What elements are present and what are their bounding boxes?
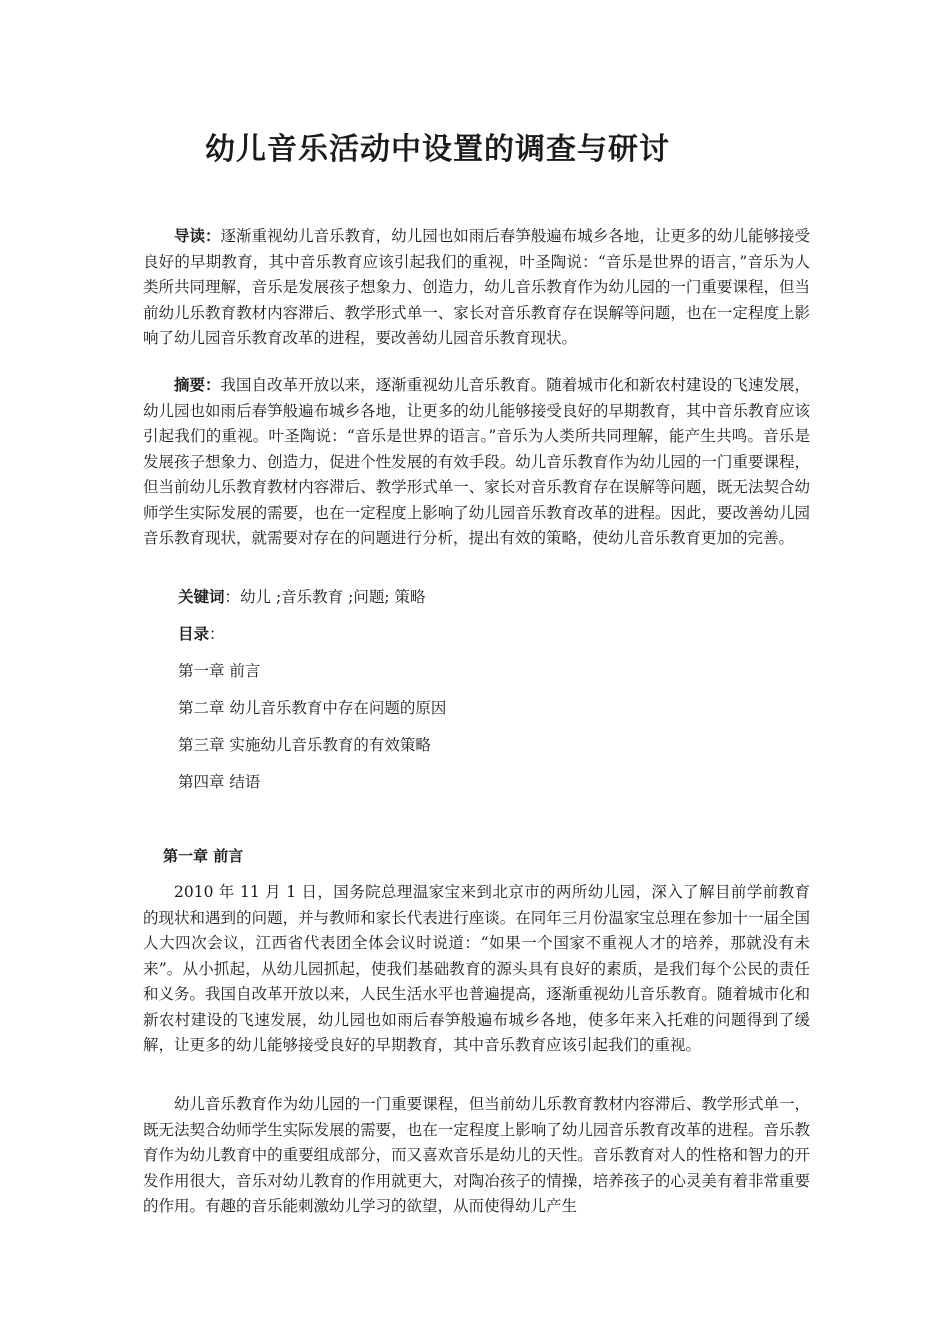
- chapter-1-heading: 第一章 前言: [163, 847, 244, 865]
- toc-colon: ：: [209, 625, 225, 643]
- toc-item-4: 第四章 结语: [178, 773, 261, 791]
- document-title: 幼儿音乐活动中设置的调查与研讨: [205, 132, 670, 167]
- keywords-line: [178, 585, 425, 609]
- intro-text: 逐渐重视幼儿音乐教育，幼儿园也如雨后春笋般遍布城乡各地，让更多的幼儿能够接受良好的早期教育，其中音乐教育应该引起我们的重视，叶圣陶说：“音乐是世界的语言，”音乐为人类所共同理解，音乐是发展孩子想象力、创造力，幼儿音乐教育作为幼儿园的一门重要课程，但当前幼儿乐教育教材内容滞后、教学形式单一、家长对音乐教育存在误解等问题，也在一定程度上影响了幼儿园音乐教育改革的进程，要改善幼儿园音乐教育现状。: [143, 227, 810, 347]
- toc-item-3: 第三章 实施幼儿音乐教育的有效策略: [178, 736, 431, 754]
- keywords-label: 关键词: [178, 588, 225, 606]
- chapter-1-paragraph-2: 幼儿音乐教育作为幼儿园的一门重要课程，但当前幼儿乐教育教材内容滞后、教学形式单一，既无法契合幼师学生实际发展的需要，也在一定程度上影响了幼儿园音乐教育改革的进程。音乐教育作为幼儿教育中的重要组成部分，而又喜欢音乐是幼儿的天性。音乐教育对人的性格和智力的开发作用很大，音乐对幼儿教育的作用就更大，对陶冶孩子的情操，培养孩子的心灵美有着非常重要的作用。有趣的音乐能刺激幼儿学习的欲望，从而使得幼儿产生: [143, 1095, 810, 1215]
- toc-item-1: 第一章 前言: [178, 662, 261, 680]
- toc-item-2: 第二章 幼儿音乐教育中存在问题的原因: [178, 699, 447, 717]
- intro-paragraph: [143, 224, 810, 352]
- chapter-1-paragraph-1: 2010 年 11 月 1 日，国务院总理温家宝来到北京市的两所幼儿园，深入了解目前学前教育的现状和遇到的问题，并与教师和家长代表进行座谈。在同年三月份温家宝总理在参加十一届全国人大四次会议，江西省代表团全体会议时说道：“如果一个国家不重视人才的培养，那就没有未来”。从小抓起，从幼儿园抓起，使我们基础教育的源头具有良好的素质，是我们每个公民的责任和义务。我国自改革开放以来，人民生活水平也普遍提高，逐渐重视幼儿音乐教育。随着城市化和新农村建设的飞速发展，幼儿园也如雨后春笋般遍布城乡各地，使多年来入托难的问题得到了缓解，让更多的幼儿能够接受良好的早期教育，其中音乐教育应该引起我们的重视。: [143, 883, 810, 1054]
- abstract-paragraph: [143, 373, 810, 552]
- toc-title: [178, 622, 225, 646]
- toc-label: 目录: [178, 625, 210, 643]
- abstract-label: 摘要：: [174, 376, 221, 394]
- intro-label: 导读：: [174, 227, 221, 245]
- keywords-text: ：幼儿 ;音乐教育 ;问题; 策略: [224, 588, 426, 606]
- abstract-text: 我国自改革开放以来，逐渐重视幼儿音乐教育。随着城市化和新农村建设的飞速发展，幼儿园也如雨后春笋般遍布城乡各地，让更多的幼儿能够接受良好的早期教育，其中音乐教育应该引起我们的重视。叶圣陶说：“音乐是世界的语言。”音乐为人类所共同理解，能产生共鸣。音乐是发展孩子想象力、创造力，促进个性发展的有效手段。幼儿音乐教育作为幼儿园的一门重要课程，但当前幼儿乐教育教材内容滞后、教学形式单一、家长对音乐教育存在误解等问题，既无法契合幼师学生实际发展的需要，也在一定程度上影响了幼儿园音乐教育改革的进程。因此，要改善幼儿园音乐教育现状，就需要对存在的问题进行分析，提出有效的策略，使幼儿音乐教育更加的完善。: [143, 376, 810, 547]
